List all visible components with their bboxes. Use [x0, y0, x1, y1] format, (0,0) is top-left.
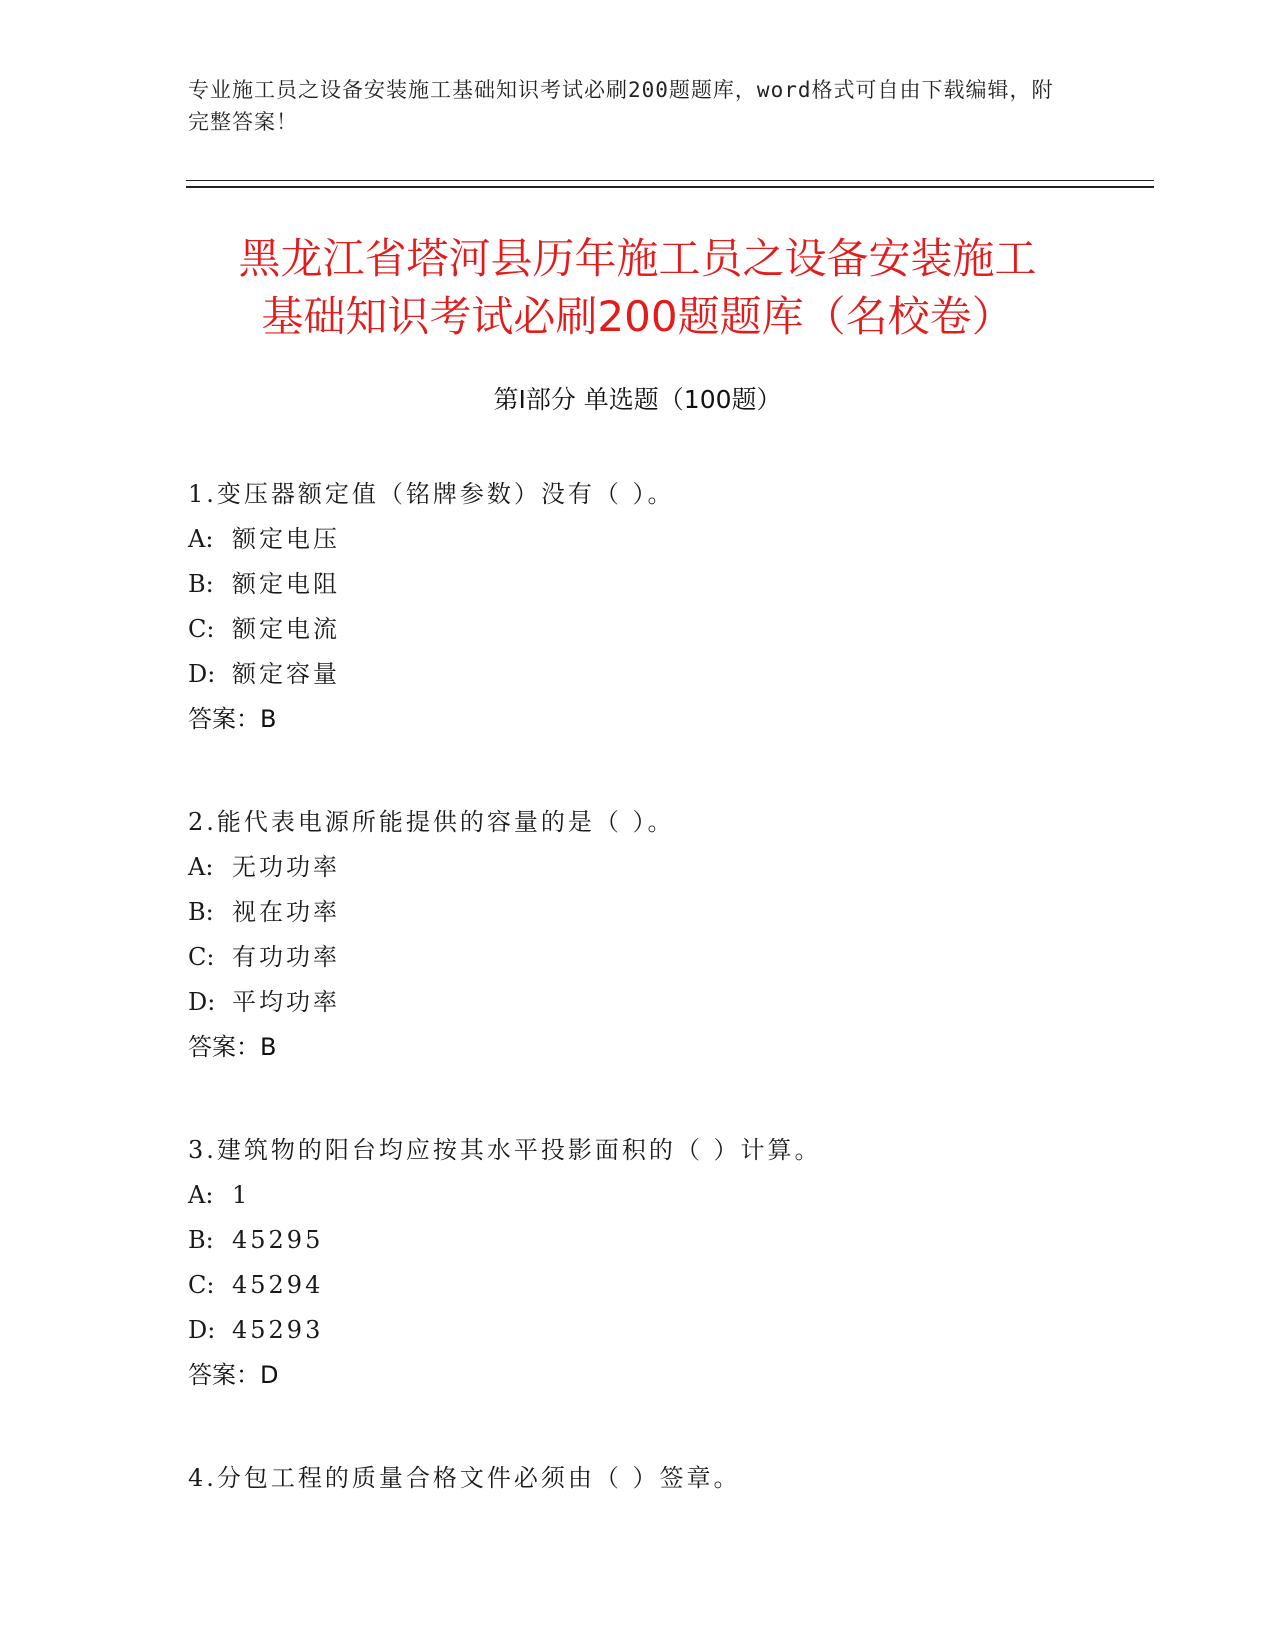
question-stem: 1.变压器额定值（铭牌参数）没有（ ）。: [188, 480, 675, 508]
option-b: [188, 562, 1148, 607]
option-text: 有功功率: [232, 943, 340, 971]
option-letter: D:: [188, 660, 216, 688]
question-2: [188, 800, 1148, 1070]
question-1: [188, 472, 1148, 742]
option-letter: B:: [188, 570, 214, 598]
header-divider-top: [186, 180, 1154, 181]
document-title: [150, 230, 1125, 346]
question-4: [188, 1456, 1148, 1501]
header-divider-bottom: [186, 186, 1154, 188]
option-a: [188, 1173, 1148, 1218]
header-note: 专业施工员之设备安装施工基础知识考试必刷200题题库，word格式可自由下载编辑，附完整答案！: [188, 78, 1054, 134]
option-letter: D:: [188, 988, 216, 1016]
option-text: 视在功率: [232, 898, 340, 926]
question-list: [188, 472, 1148, 1559]
option-text: 额定电流: [232, 615, 340, 643]
option-text: 额定电阻: [232, 570, 340, 598]
option-c: [188, 1263, 1148, 1308]
option-d: [188, 652, 1148, 697]
document-title-line-1: 黑龙江省塔河县历年施工员之设备安装施工: [238, 234, 1037, 283]
option-text: 无功功率: [232, 853, 340, 881]
option-text: 45295: [232, 1226, 324, 1254]
question-stem: 3.建筑物的阳台均应按其水平投影面积的（ ）计算。: [188, 1136, 822, 1164]
option-text: 额定电压: [232, 525, 340, 553]
option-letter: C:: [188, 1271, 215, 1299]
question-stem: 4.分包工程的质量合格文件必须由（ ）签章。: [188, 1464, 741, 1492]
option-letter: C:: [188, 615, 215, 643]
document-title-line-2: 基础知识考试必刷200题题库（名校卷）: [261, 292, 1014, 341]
option-d: [188, 980, 1148, 1025]
option-c: [188, 935, 1148, 980]
option-letter: C:: [188, 943, 215, 971]
option-letter: B:: [188, 1226, 214, 1254]
option-text: 45293: [232, 1316, 324, 1344]
option-letter: B:: [188, 898, 214, 926]
answer-line: 答案：B: [188, 1033, 277, 1061]
answer-line: 答案：B: [188, 705, 277, 733]
option-b: [188, 890, 1148, 935]
option-text: 额定容量: [232, 660, 340, 688]
section-heading: 第Ⅰ部分 单选题（100题）: [493, 385, 782, 414]
option-letter: A:: [188, 525, 214, 553]
option-text: 1: [232, 1181, 251, 1209]
option-text: 45294: [232, 1271, 324, 1299]
option-c: [188, 607, 1148, 652]
option-d: [188, 1308, 1148, 1353]
option-letter: D:: [188, 1316, 216, 1344]
option-letter: A:: [188, 1181, 214, 1209]
option-letter: A:: [188, 853, 214, 881]
option-b: [188, 1218, 1148, 1263]
option-a: [188, 845, 1148, 890]
question-stem: 2.能代表电源所能提供的容量的是（ ）。: [188, 808, 675, 836]
answer-line: 答案：D: [188, 1361, 279, 1389]
option-a: [188, 517, 1148, 562]
option-text: 平均功率: [232, 988, 340, 1016]
question-3: [188, 1128, 1148, 1398]
